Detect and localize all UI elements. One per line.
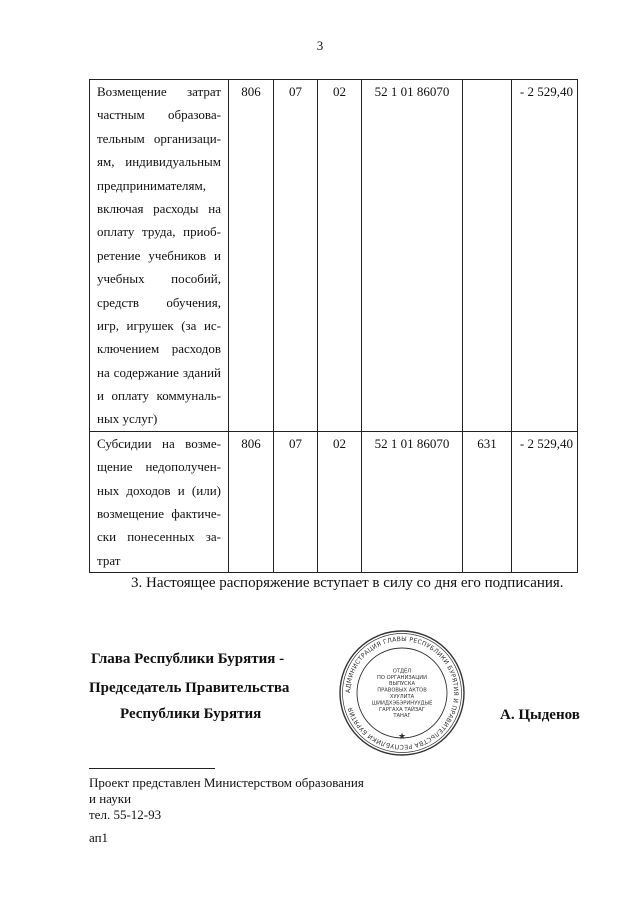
signer-name: А. Цыденов: [500, 707, 580, 723]
classification-code: 806: [241, 435, 261, 451]
expense-name-line: ных услуг): [97, 411, 158, 427]
expense-name-line: частным образова-: [97, 107, 221, 123]
footer-line-1: Проект представлен Министерством образования: [89, 775, 364, 790]
budget-table: [89, 79, 578, 573]
expense-name-line: тельным организаци-: [97, 130, 221, 146]
classification-code: 07: [289, 435, 302, 451]
seal-center-line: ШИИДХЭБЭРИНУУДЫЕ: [371, 700, 433, 707]
footer-phone: тел. 55-12-93: [89, 807, 162, 822]
signer-title-line-1: Глава Республики Бурятия -: [91, 651, 285, 667]
expense-name-line: оплату труда, приоб-: [97, 224, 221, 240]
expense-name-line: ных доходов и (или): [97, 482, 221, 498]
classification-cell: [463, 431, 512, 572]
classification-cell: [229, 80, 274, 432]
seal-center-line: ВЫПУСКА: [388, 681, 416, 688]
seal-center-line: ТАНАГ: [393, 713, 411, 720]
classification-code: 02: [333, 84, 346, 99]
expense-name-line: Возмещение затрат: [97, 84, 221, 99]
page-number: 3: [316, 38, 324, 53]
classification-code: 806: [241, 84, 261, 99]
expense-name-line: ски понесенных за-: [97, 529, 221, 545]
classification-code: 52 1 01 86070: [374, 435, 450, 451]
signer-title-line-3: Республики Бурятия: [120, 706, 262, 722]
classification-code: 07: [289, 84, 302, 99]
classification-cell: [463, 80, 512, 432]
expense-name-line: и оплату коммуналь-: [97, 388, 221, 404]
seal-center-line: ХУУЛИТА: [389, 694, 415, 700]
seal-center-line: ПО ОРГАНИЗАЦИИ: [376, 674, 428, 681]
expense-name-line: ретение учебников и: [97, 247, 221, 263]
expense-name-cell: [90, 80, 229, 432]
expense-name-cell: [90, 431, 229, 572]
seal-star-icon: ★: [397, 731, 407, 741]
signer-title-line-2: Председатель Правительства: [89, 680, 290, 696]
classification-cell: [274, 431, 318, 572]
expense-name-line: возмещение фактиче-: [97, 506, 221, 522]
classification-code: 631: [477, 435, 497, 451]
expense-name-line: щение недополучен-: [97, 459, 221, 475]
expense-name-line: средств обучения,: [97, 294, 221, 310]
seal-center-line: ПРАВОВЫХ АКТОВ: [377, 687, 427, 694]
footnote-divider: [89, 768, 215, 769]
classification-cell: [362, 80, 463, 432]
expense-name-line: ключением расходов: [97, 341, 221, 357]
amount-cell: [512, 80, 578, 432]
footer-code: ап1: [89, 830, 109, 845]
expense-name-line: включая расходы на: [97, 200, 221, 216]
classification-cell: [318, 80, 362, 432]
classification-cell: [318, 431, 362, 572]
classification-code: 52 1 01 86070: [374, 84, 450, 99]
expense-name-line: Субсидии на возме-: [97, 435, 221, 451]
footer-line-2: и науки: [89, 791, 132, 806]
classification-cell: [274, 80, 318, 432]
amount-value: - 2 529,40: [519, 435, 573, 451]
classification-cell: [362, 431, 463, 572]
table-row: [90, 431, 578, 572]
expense-name-line: предпринимателям,: [97, 177, 206, 193]
classification-code: 02: [333, 435, 346, 451]
classification-cell: [229, 431, 274, 572]
expense-name-line: ям, индивидуальным: [97, 154, 221, 170]
expense-name-line: на содержание зданий: [97, 364, 221, 380]
seal-ring-text: АДМИНИСТРАЦИЯ ГЛАВЫ РЕСПУБЛИКИ БУРЯТИЯ И ПРАВИТЕЛЬСТВА РЕСПУБЛИКИ БУРЯТИЯ: [344, 635, 460, 751]
table-row: [90, 80, 578, 432]
seal-center-line: ГАРГАХА ТАЙЗАГ: [379, 706, 425, 713]
expense-name-line: учебных пособий,: [97, 271, 221, 287]
clause-3: 3. Настоящее распоряжение вступает в силу со дня его подписания.: [131, 575, 564, 591]
seal-center-line: ОТДЕЛ: [392, 668, 412, 675]
official-seal: [338, 629, 466, 757]
amount-value: - 2 529,40: [519, 84, 573, 99]
amount-cell: [512, 431, 578, 572]
classification-code: [463, 80, 511, 103]
expense-name-line: игр, игрушек (за ис-: [97, 317, 221, 333]
expense-name-line: трат: [97, 552, 121, 568]
